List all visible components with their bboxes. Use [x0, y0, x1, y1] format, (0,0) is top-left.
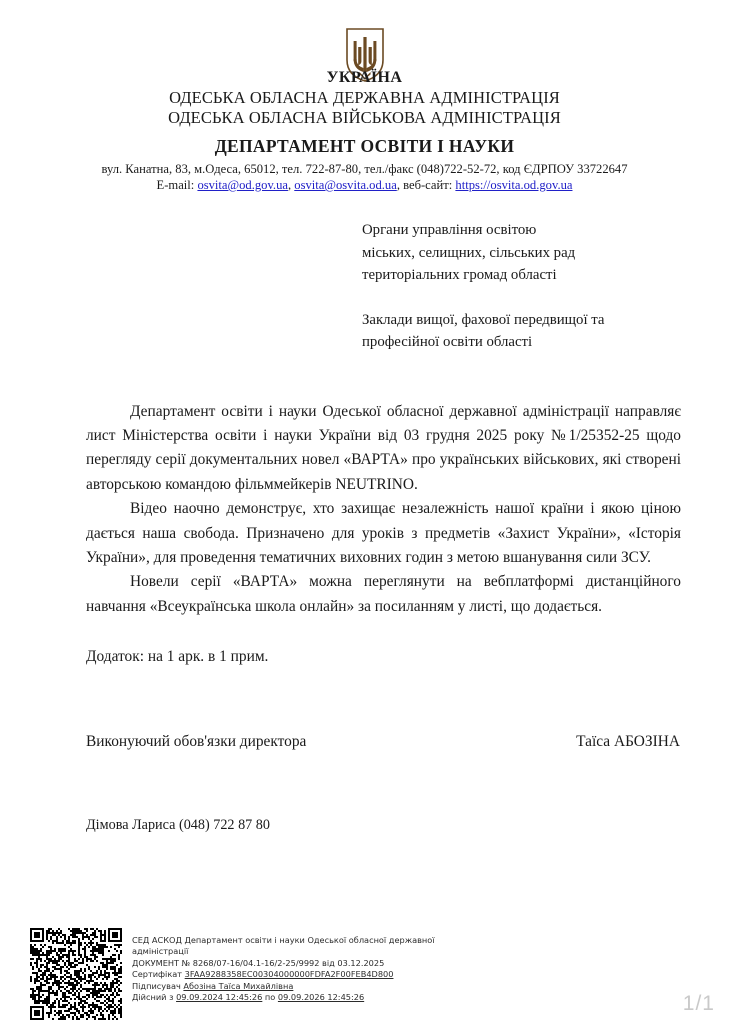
contact-line [0, 177, 729, 193]
body-paragraph-1: Департамент освіти і науки Одеської обласної державної адміністрації направляє лист Міністерства освіти і науки України від 03 грудня 2025 року №1/25352-25 щодо перегляду серії документальних новел «ВАРТА» про українських військових, які створені авторською командою фільммейкерів NEUTRINO. [86, 402, 681, 493]
stamp-signer-line [132, 981, 435, 992]
website-label: , веб-сайт: [396, 178, 456, 192]
stamp-certificate-value: 3FAA9288358EC00304000000FDFA2F00FEB4D800 [184, 969, 394, 980]
document-header [0, 68, 729, 193]
stamp-valid-to: 09.09.2026 12:45:26 [277, 992, 365, 1003]
document-body [0, 400, 729, 620]
stamp-signer-label: Підписувач [132, 980, 184, 991]
stamp-system-line-2: адміністрації [132, 946, 189, 957]
addressee-1-line-1: Органи управління освітою [362, 222, 537, 238]
organization-line-2: ОДЕСЬКА ОБЛАСНА ВІЙСЬКОВА АДМІНІСТРАЦІЯ [168, 108, 561, 127]
stamp-document-line [132, 958, 435, 969]
stamp-details [132, 928, 435, 1003]
stamp-validity-line [132, 992, 435, 1003]
country-title: УКРАЇНА [326, 69, 403, 86]
stamp-certificate-line [132, 969, 435, 980]
stamp-certificate-label: Сертифікат [132, 969, 185, 980]
contact-person: Дімова Лариса (048) 722 87 80 [86, 817, 270, 834]
signature-block [0, 731, 729, 753]
email-link-secondary[interactable]: osvita@osvita.od.ua [294, 178, 397, 192]
email-link-primary[interactable]: osvita@od.gov.ua [197, 178, 288, 192]
stamp-validity-label: Дійсний з [132, 992, 177, 1003]
addressee-1-line-3: територіальних громад області [362, 267, 557, 283]
qr-code-icon [30, 928, 122, 1020]
addressee-group-1 [362, 219, 729, 287]
email-separator: , [287, 178, 295, 192]
department-title: ДЕПАРТАМЕНТ ОСВІТИ І НАУКИ [214, 136, 515, 156]
stamp-validity-mid: по [262, 992, 278, 1003]
emblem-container [0, 0, 729, 66]
stamp-document-label: ДОКУМЕНТ № [132, 957, 193, 968]
address-line: вул. Канатна, 83, м.Одеса, 65012, тел. 722-87-80, тел./факс (048)722-52-72, код ЄДРПОУ 33722647 [101, 162, 628, 176]
addressee-1-line-2: міських, селищних, сільських рад [362, 244, 576, 261]
stamp-signer-value: Абозіна Таїса Михайлівна [183, 980, 294, 991]
stamp-valid-from: 09.09.2024 12:45:26 [176, 992, 263, 1003]
body-paragraph-3: Новели серії «ВАРТА» можна переглянути на вебплатформі дистанційного навчання «Всеукраїнська школа онлайн» за посиланням у листі, що додається. [86, 573, 681, 615]
addressee-2-line-2: професійної освіти області [362, 334, 533, 350]
addressee-block [0, 219, 729, 354]
digital-signature-stamp [30, 928, 435, 1020]
addressee-group-2 [362, 309, 729, 354]
signer-name: Таїса АБОЗІНА [576, 733, 680, 751]
email-label: E-mail: [156, 178, 198, 192]
addressee-2-line-1: Заклади вищої, фахової передвищої та [362, 311, 605, 328]
stamp-document-number: 8268/07-16/04.1-16/2-25/9992 від 03.12.2025 [192, 957, 385, 968]
body-paragraph-2: Відео наочно демонструє, хто захищає незалежність нашої країни і якою ціною дається наша свобода. Призначено для уроків з предметів «Захист України», «Історія України», для проведення тематичних виховних годин з метою вшанування сили ЗСУ. [86, 500, 681, 566]
organization-line-1: ОДЕСЬКА ОБЛАСНА ДЕРЖАВНА АДМІНІСТРАЦІЯ [169, 88, 560, 107]
signer-position: Виконуючий обов'язки директора [86, 733, 307, 751]
website-link[interactable]: https://osvita.od.gov.ua [455, 178, 573, 192]
attachment-note: Додаток: на 1 арк. в 1 прим. [86, 648, 269, 666]
stamp-system-line-1: СЕД АСКОД Департамент освіти і науки Одеської обласної державної [132, 935, 435, 945]
page-indicator: 1/1 [682, 992, 715, 1015]
